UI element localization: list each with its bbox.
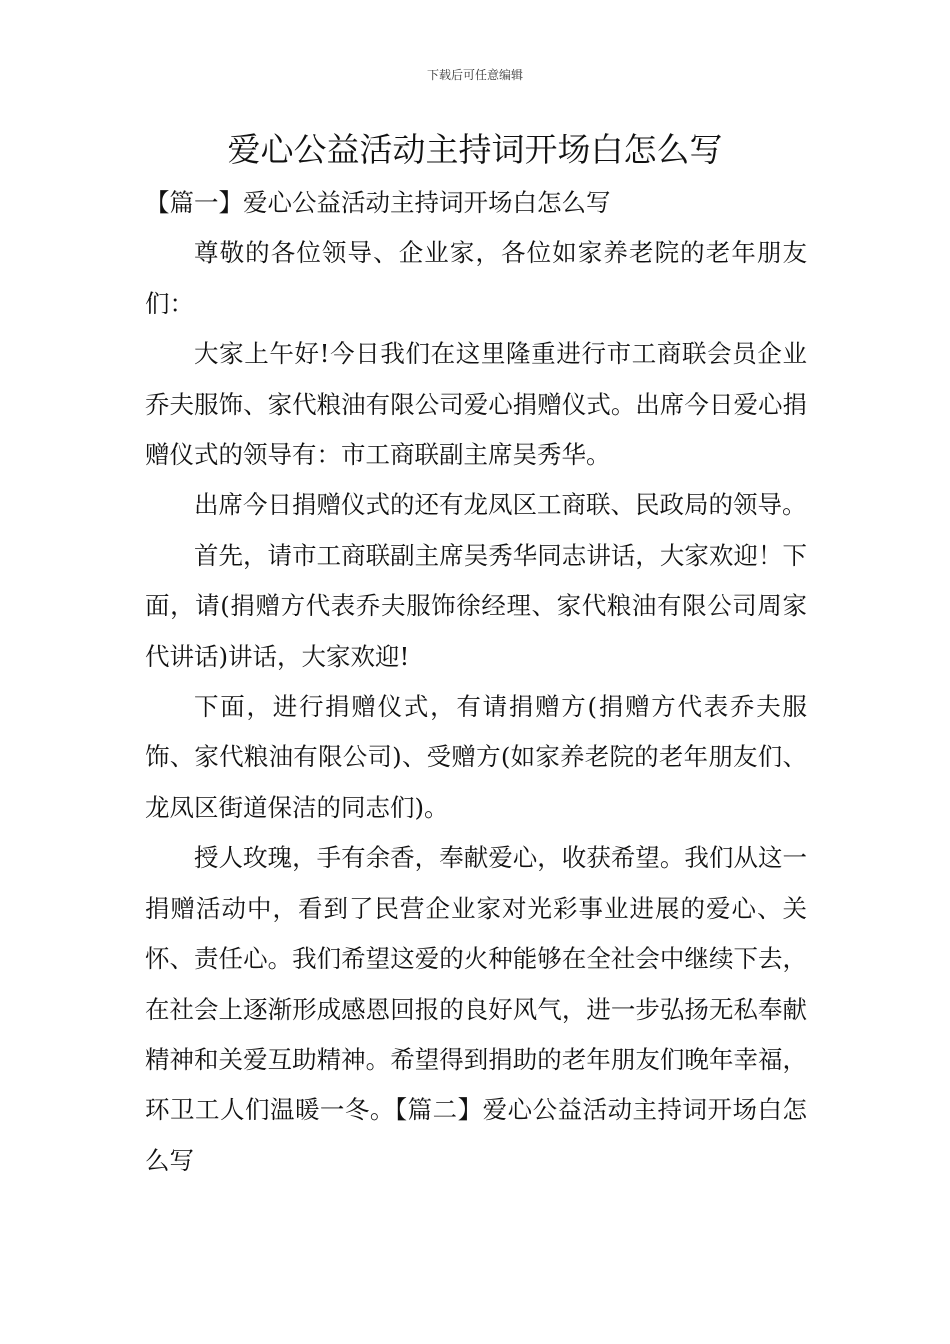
paragraph-closing: 授人玫瑰，手有余香，奉献爱心，收获希望。我们从这一捐赠活动中，看到了民营企业家对光彩事业进展的爱心、关怀、责任心。我们希望这爱的火种能够在全社会中继续下去，在社会上逐渐形成感恩回报的良好风气，进一步弘扬无私奉献精神和关爱互助精神。希望得到捐助的老年朋友们晚年幸福，环卫工人们温暖一冬。【篇二】爱心公益活动主持词开场白怎么写 — [145, 843, 807, 1175]
section-heading: 【篇一】爱心公益活动主持词开场白怎么写 — [145, 188, 611, 217]
paragraph-ceremony: 下面，进行捐赠仪式，有请捐赠方(捐赠方代表乔夫服饰、家代粮油有限公司)、受赠方(如家养老院的老年朋友们、龙凤区街道保洁的同志们)。 — [145, 692, 807, 822]
page-header-note: 下载后可任意编辑 — [426, 68, 523, 82]
paragraph-opening: 大家上午好!今日我们在这里隆重进行市工商联会员企业乔夫服饰、家代粮油有限公司爱心捐赠仪式。出席今日爱心捐赠仪式的领导有：市工商联副主席吴秀华。 — [145, 339, 807, 470]
paragraph-speeches: 首先，请市工商联副主席吴秀华同志讲话，大家欢迎！下面，请(捐赠方代表乔夫服饰徐经理、家代粮油有限公司周家代讲话)讲话，大家欢迎! — [145, 540, 807, 671]
paragraph-greeting: 尊敬的各位领导、企业家，各位如家养老院的老年朋友们： — [145, 238, 807, 318]
document-title: 爱心公益活动主持词开场白怎么写 — [227, 130, 723, 169]
paragraph-attendees: 出席今日捐赠仪式的还有龙凤区工商联、民政局的领导。 — [194, 490, 807, 520]
document-body — [145, 178, 807, 1186]
